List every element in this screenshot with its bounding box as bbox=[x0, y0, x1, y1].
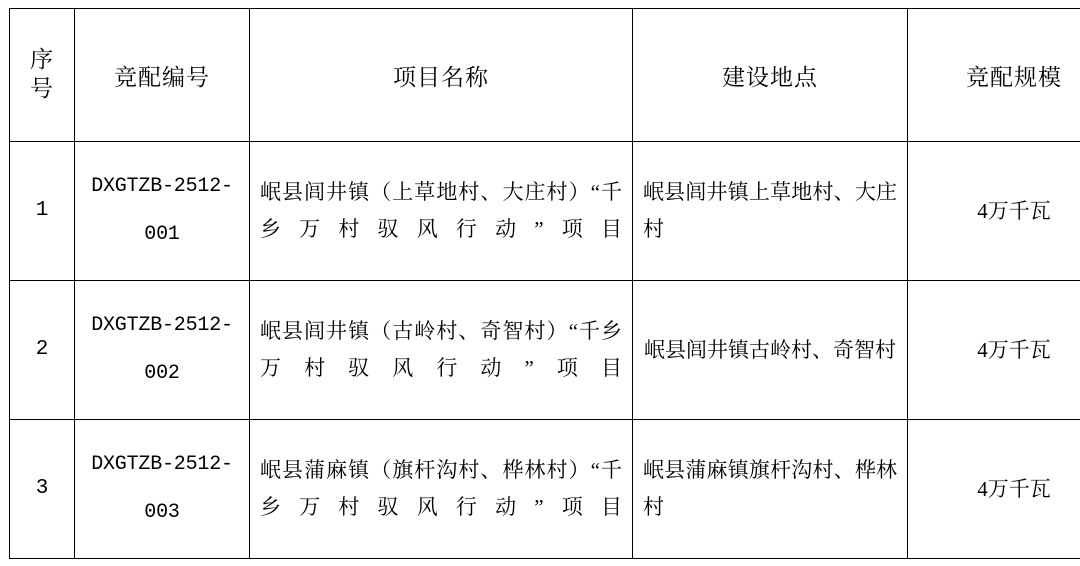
header-code: 竞配编号 bbox=[75, 9, 250, 142]
row-scale: 4万千瓦 bbox=[908, 281, 1080, 420]
row-code-line-2: 003 bbox=[144, 501, 179, 524]
row-scale: 4万千瓦 bbox=[908, 420, 1080, 559]
row-project-name: 岷县闾井镇（上草地村、大庄村）“千乡万村驭风行动”项目 bbox=[250, 142, 633, 281]
header-sequence-line-2: 号 bbox=[16, 75, 68, 104]
row-code bbox=[75, 281, 250, 420]
table-row bbox=[10, 281, 1080, 420]
row-code-line-2: 002 bbox=[144, 362, 179, 385]
table-row bbox=[10, 142, 1080, 281]
row-code-line-1: DXGTZB-2512- bbox=[91, 453, 233, 476]
row-location: 岷县闾井镇上草地村、大庄村 bbox=[633, 142, 908, 281]
row-project-name: 岷县蒲麻镇（旗杆沟村、桦林村）“千乡万村驭风行动”项目 bbox=[250, 420, 633, 559]
row-location: 岷县蒲麻镇旗杆沟村、桦林村 bbox=[633, 420, 908, 559]
header-sequence-line-1: 序 bbox=[16, 46, 68, 75]
table-row bbox=[10, 420, 1080, 559]
row-sequence: 2 bbox=[10, 281, 75, 420]
row-code-line-2: 001 bbox=[144, 223, 179, 246]
row-project-name: 岷县闾井镇（古岭村、奇智村）“千乡万村驭风行动”项目 bbox=[250, 281, 633, 420]
row-code bbox=[75, 420, 250, 559]
row-code-line-1: DXGTZB-2512- bbox=[91, 175, 233, 198]
row-code-line-1: DXGTZB-2512- bbox=[91, 314, 233, 337]
row-location: 岷县闾井镇古岭村、奇智村 bbox=[633, 281, 908, 420]
table-header-row bbox=[10, 9, 1080, 142]
row-sequence: 3 bbox=[10, 420, 75, 559]
header-location: 建设地点 bbox=[633, 9, 908, 142]
row-sequence: 1 bbox=[10, 142, 75, 281]
header-sequence bbox=[10, 9, 75, 142]
table-header bbox=[10, 9, 1080, 142]
header-project-name: 项目名称 bbox=[250, 9, 633, 142]
project-competition-table bbox=[9, 8, 1080, 559]
table-body bbox=[10, 142, 1080, 559]
row-scale: 4万千瓦 bbox=[908, 142, 1080, 281]
row-code bbox=[75, 142, 250, 281]
header-scale: 竞配规模 bbox=[908, 9, 1080, 142]
